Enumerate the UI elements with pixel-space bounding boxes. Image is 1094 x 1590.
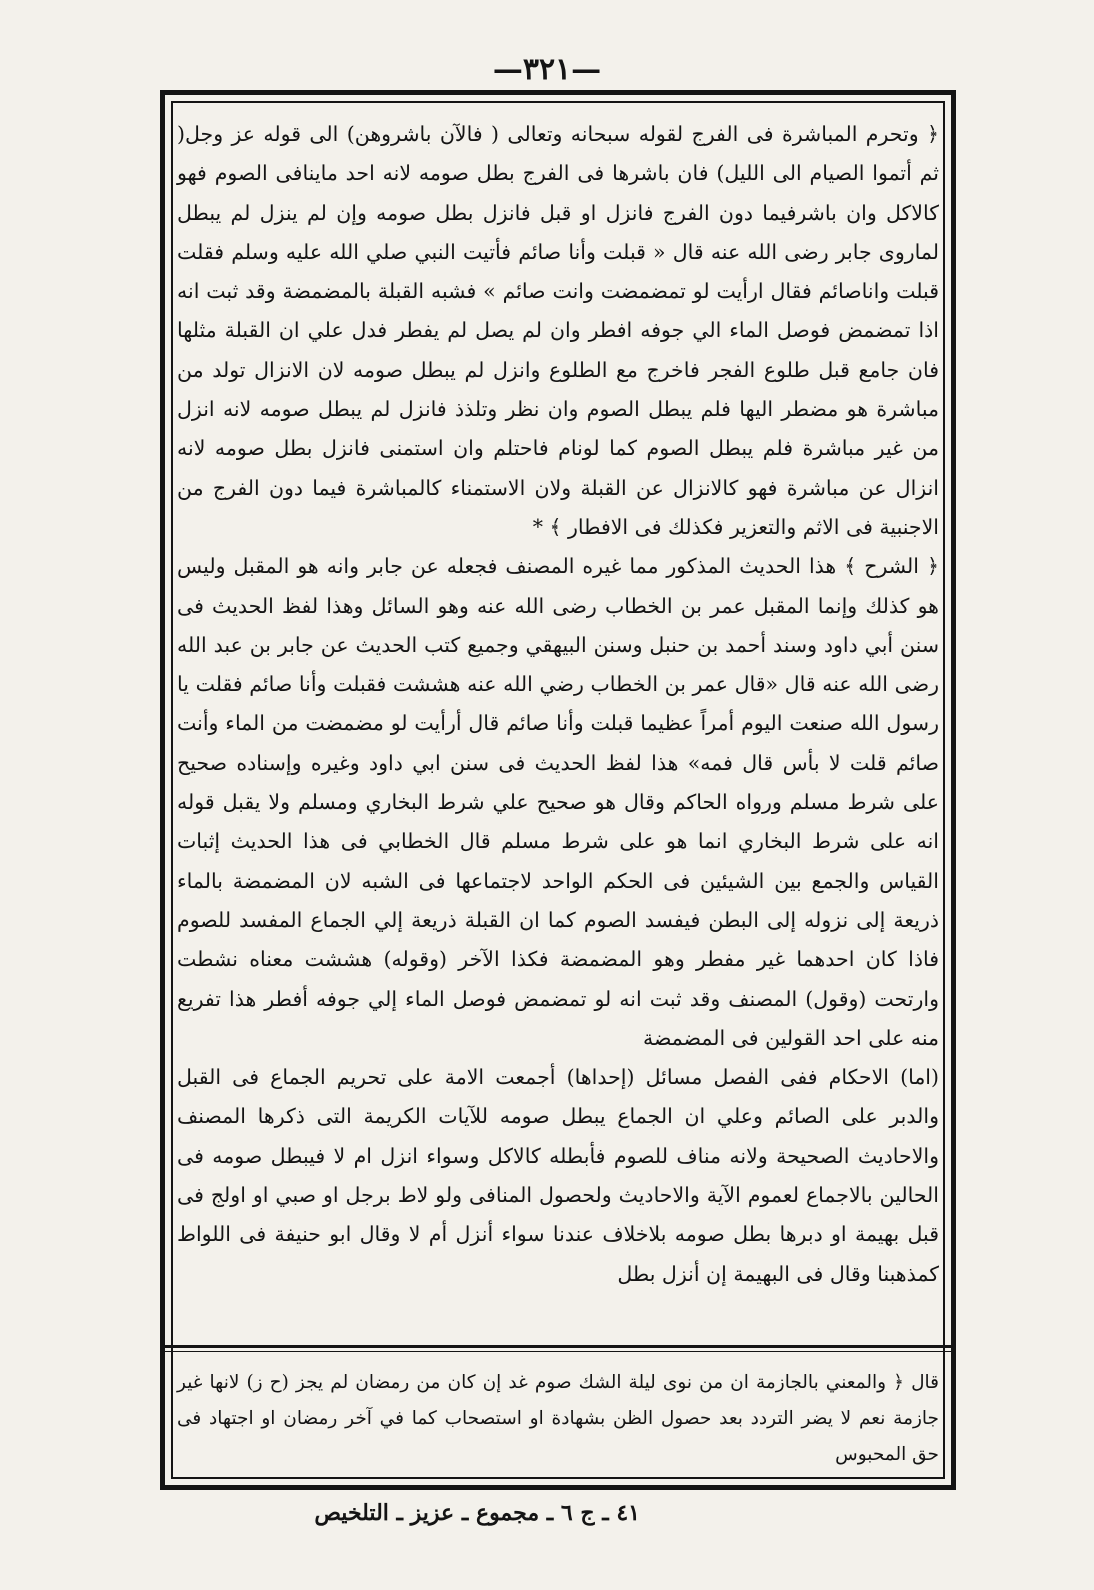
footnote-paragraph: قال ﴿ والمعني بالجازمة ان من نوى ليلة الشك صوم غد إن كان من رمضان لم يجز (ح ز) لانها غير جازمة نعم لا يضر التردد بعد حصول الظن بشهادة او استصحاب كما في آخر رمضان او اجتهاد فى حق المحبوس xyxy=(177,1372,939,1465)
paragraph-matn: ﴿ وتحرم المباشرة فى الفرج لقوله سبحانه وتعالى ( فالآن باشروهن) الى قوله عز وجل( ثم أتموا الصيام الى الليل) فان باشرها فى الفرج بطل صومه لانه احد ماينافى الصوم فهو كالاكل وان باشرفيما دون الفرج فانزل او قبل فانزل بطل صومه وإن لم ينزل لم يبطل لماروى جابر رضى الله عنه قال « قبلت وأنا صائم فأتيت النبي صلي الله عليه وسلم فقلت قبلت واناصائم فقال ارأيت لو تمضمضت وانت صائم » فشبه القبلة بالمضمضة وقد ثبت انه اذا تمضمض فوصل الماء الي جوفه افطر وان لم يصل لم يفطر فدل علي ان القبلة مثلها فان جامع قبل طلوع الفجر فاخرج مع الطلوع وانزل لم يبطل صومه لان الانزال تولد من مباشرة هو مضطر اليها فلم يبطل الصوم وان نظر وتلذذ فانزل لم يبطل صومه لانه انزل من غير مباشرة فلم يبطل الصوم كما لونام فاحتلم وان استمنى فانزل بطل صومه لانه انزال عن مباشرة فهو كالانزال عن القبلة ولان الاستمناء كالمباشرة فيما دون الفرج من الاجنبية فى الاثم والتعزير فكذلك فى الافطار ﴾ * xyxy=(177,122,939,539)
paragraph-sharh: ﴿ الشرح ﴾ هذا الحديث المذكور مما غيره المصنف فجعله عن جابر وانه هو المقبل وليس هو كذلك وإنما المقبل عمر بن الخطاب رضى الله عنه وهو السائل وهذا لفظ الحديث فى سنن أبي داود وسند أحمد بن حنبل وسنن البيهقي وجميع كتب الحديث عن جابر بن عبد الله رضى الله عنه قال «قال عمر بن الخطاب رضي الله عنه هششت فقبلت وأنا صائم فقلت يا رسول الله صنعت اليوم أمراً عظيما قبلت وأنا صائم قال أرأيت لو مضمضت من الماء وأنت صائم قلت لا بأس قال فمه» هذا لفظ الحديث فى سنن ابي داود وغيره وإسناده صحيح على شرط مسلم ورواه الحاكم وقال هو صحيح علي شرط البخاري ومسلم ولا يقبل قوله انه على شرط البخاري انما هو على شرط مسلم قال الخطابي فى هذا الحديث إثبات القياس والجمع بين الشيئين فى الحكم الواحد لاجتماعها فى الشبه لان المضمضة بالماء ذريعة إلى نزوله إلى البطن فيفسد الصوم كما ان القبلة ذريعة إلي الجماع المفسد للصوم فاذا كان احدهما غير مفطر وهو المضمضة فكذا الآخر (وقوله) هششت معناه نشطت وارتحت (وقول) المصنف وقد ثبت انه لو تمضمض فوصل الماء إلي جوفه أفطر هذا تفريع منه على احد القولين فى المضمضة xyxy=(177,554,939,1050)
page-number: —٣٢١— xyxy=(492,52,602,87)
footnote-separator-thin xyxy=(165,1351,951,1352)
text-frame xyxy=(160,90,956,1490)
footnote-separator xyxy=(165,1345,951,1348)
paragraph-ahkam: (اما) الاحكام ففى الفصل مسائل (إحداها) أجمعت الامة على تحريم الجماع فى القبل والدبر على الصائم وعلي ان الجماع يبطل صومه للآيات الكريمة التى ذكرها المصنف والاحاديث الصحيحة ولانه مناف للصوم فأبطله كالاكل وسواء انزل ام لا فيبطل صومه فى الحالين بالاجماع لعموم الآية والاحاديث ولحصول المنافى ولو لاط برجل او صبي او اولج فى قبل بهيمة او دبرها بطل صومه بلاخلاف عندنا سواء أنزل أم لا وقال ابو حنيفة فى اللواط كمذهبنا وقال فى البهيمة إن أنزل بطل xyxy=(177,1065,939,1286)
main-text-body xyxy=(177,115,939,1335)
footnote-text xyxy=(177,1365,939,1473)
page-signature: ٤١ ـ ج ٦ ـ مجموع ـ عزيز ـ التلخيص xyxy=(314,1500,640,1526)
